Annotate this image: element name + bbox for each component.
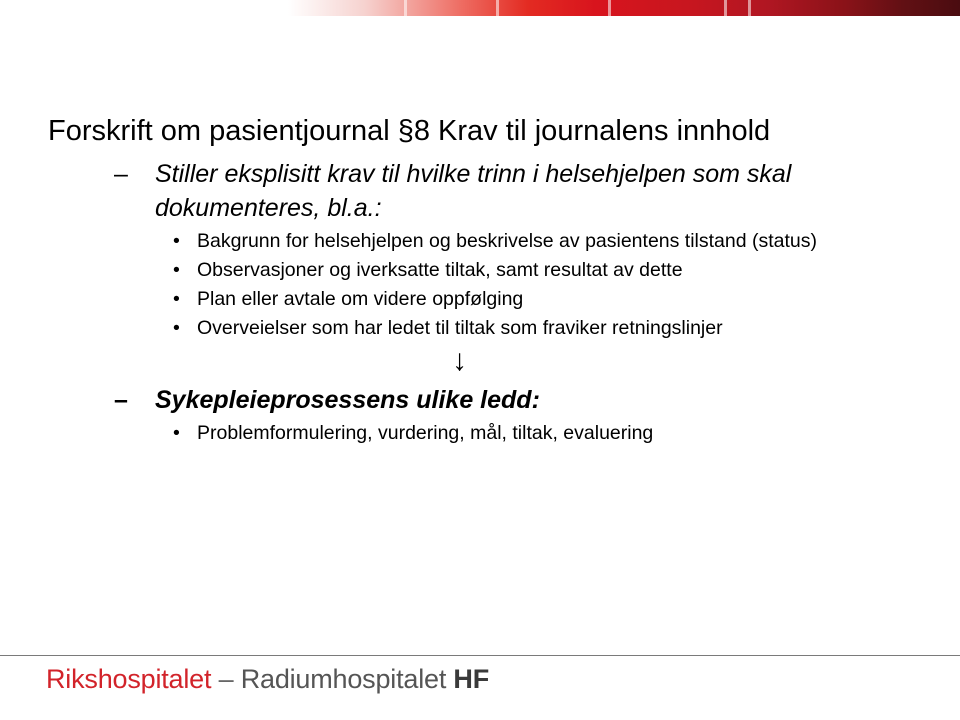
section-2-text: Sykepleieprosessens ulike ledd: bbox=[155, 386, 540, 414]
bullet-marker: • bbox=[173, 422, 180, 444]
logo-radiumhospitalet: Radiumhospitalet bbox=[240, 664, 447, 694]
band-stripe bbox=[404, 0, 407, 16]
list-item bbox=[173, 258, 928, 283]
list-item-text: Observasjoner og iverksatte tiltak, samt resultat av dette bbox=[197, 259, 683, 281]
logo-separator: – bbox=[211, 664, 241, 694]
list-item bbox=[173, 229, 928, 254]
hospital-logo bbox=[46, 664, 489, 695]
list-item-text: Overveielser som har ledet til tiltak som fraviker retningslinjer bbox=[197, 317, 723, 339]
band-stripe bbox=[724, 0, 727, 16]
decorative-top-band bbox=[0, 0, 960, 16]
band-stripe bbox=[748, 0, 751, 16]
bullet-marker: • bbox=[173, 259, 180, 281]
bullet-marker: • bbox=[173, 230, 180, 252]
list-item bbox=[173, 421, 928, 446]
list-item bbox=[173, 316, 928, 341]
down-arrow-icon: ↓ bbox=[452, 344, 467, 377]
slide-heading: Forskrift om pasientjournal §8 Krav til journalens innhold bbox=[48, 115, 771, 147]
list-item-text: Plan eller avtale om videre oppfølging bbox=[197, 288, 524, 310]
band-stripe bbox=[496, 0, 499, 16]
section-2-item bbox=[114, 383, 928, 417]
bullet-marker: • bbox=[173, 317, 180, 339]
footer-divider bbox=[0, 655, 960, 656]
list-item-text: Problemformulering, vurdering, mål, tiltak, evaluering bbox=[197, 422, 654, 444]
slide-body bbox=[48, 112, 928, 446]
list-item-text: Bakgrunn for helsehjelpen og beskrivelse av pasientens tilstand (status) bbox=[197, 230, 818, 252]
logo-rikshospitalet: Rikshospitalet bbox=[46, 664, 212, 694]
dash-marker: – bbox=[114, 160, 128, 188]
dash-marker: – bbox=[114, 386, 128, 414]
list-item bbox=[173, 287, 928, 312]
band-stripe bbox=[608, 0, 611, 16]
bullet-marker: • bbox=[173, 288, 180, 310]
logo-hf: HF bbox=[446, 664, 490, 694]
section-1-text: Stiller eksplisitt krav til hvilke trinn i helsehjelpen som skal dokumenteres, bl.a.: bbox=[155, 160, 792, 222]
section-1-item bbox=[114, 157, 928, 225]
